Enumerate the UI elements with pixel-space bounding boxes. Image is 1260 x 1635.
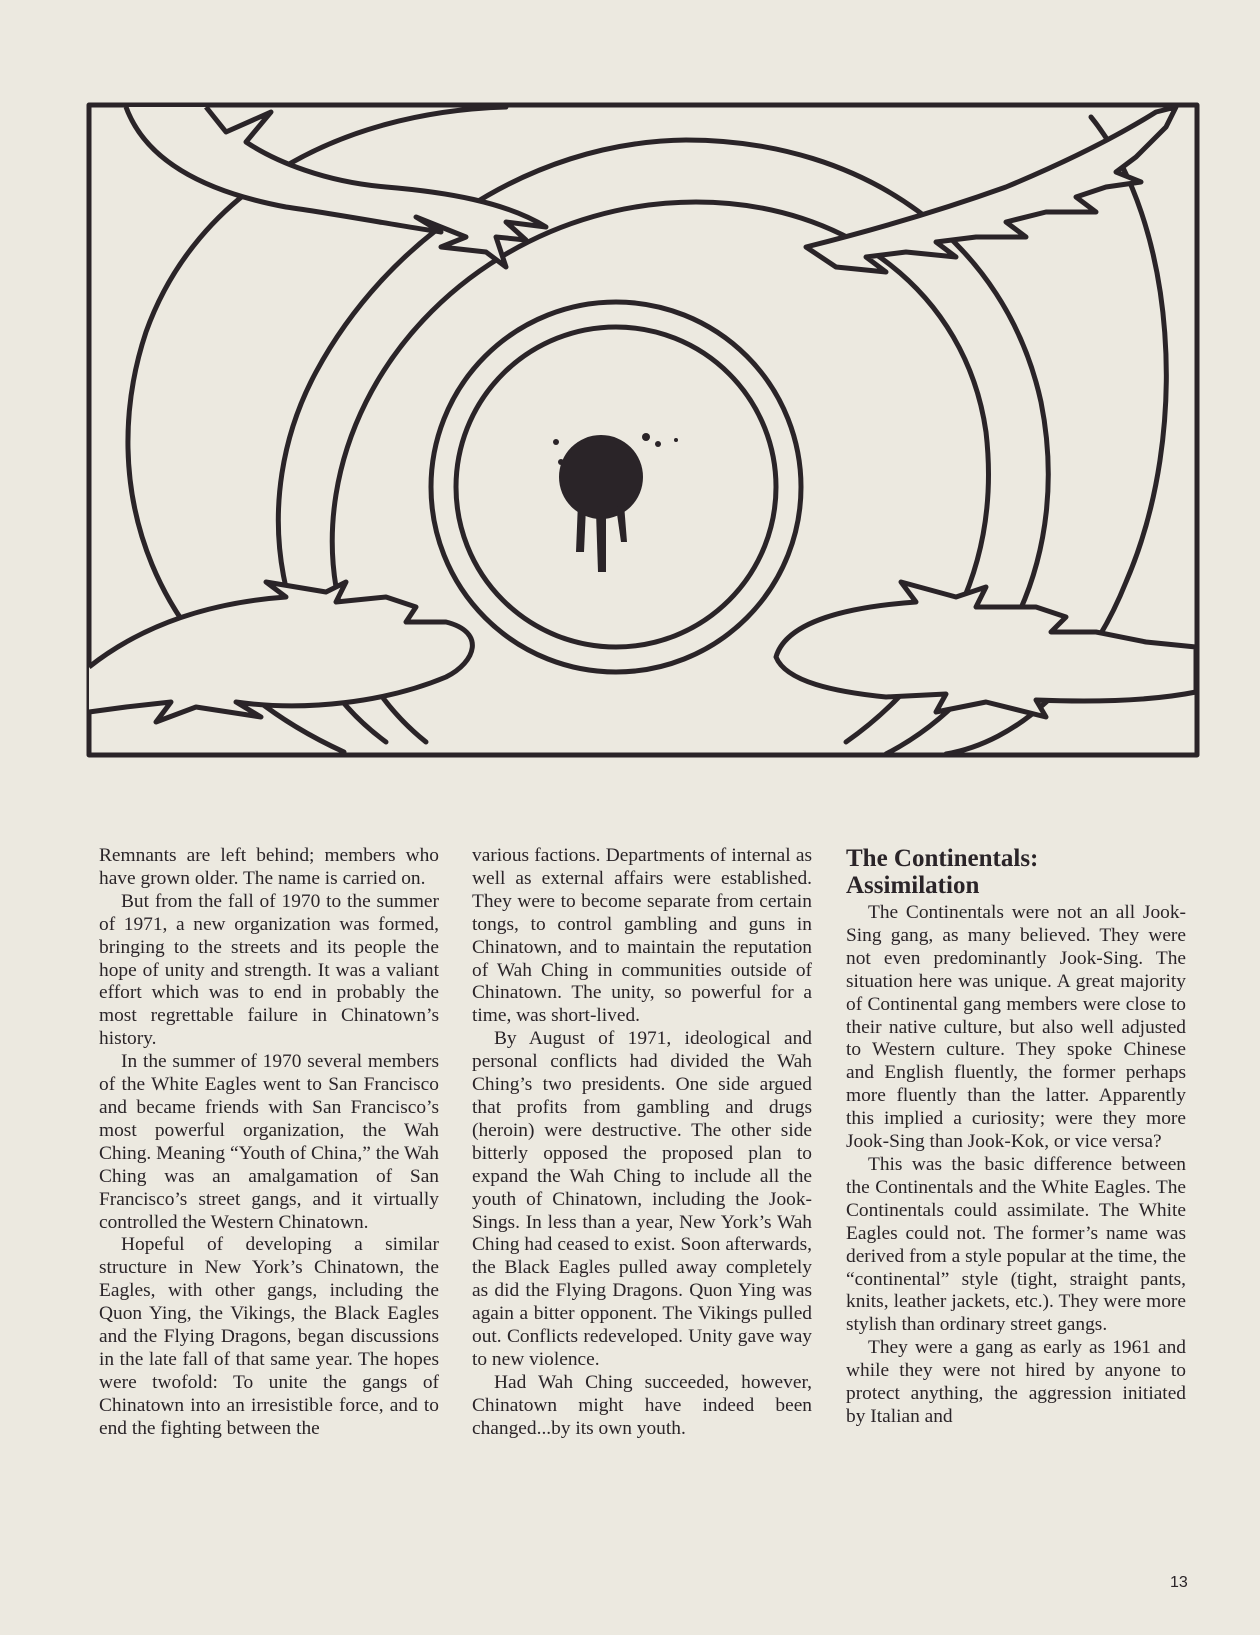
article-column-2 — [472, 845, 812, 1441]
leaf-bottom-right — [776, 582, 1196, 717]
paragraph: Had Wah Ching succeeded, however, Chinatown might have indeed been changed...by its own youth. — [472, 1371, 812, 1439]
paragraph: Remnants are left behind; members who have grown older. The name is carried on. — [99, 845, 439, 889]
leaf-top-left — [126, 107, 546, 267]
paragraph: various factions. Departments of internal as well as external affairs were established. They were to become separate from certain tongs, to control gambling and guns in Chinatown, and to maintain the reputation of Wah Ching in communities outside of Chinatown. The unity, so powerful for a time, was short-lived. — [472, 845, 812, 1027]
section-heading — [846, 845, 1186, 899]
splat-icon — [553, 433, 678, 572]
paragraph: They were a gang as early as 1961 and while they were not hired by anyone to protect anything, the aggression initiated by Italian and — [846, 1337, 1186, 1427]
section-heading-line-1: The Continentals: — [846, 845, 1039, 872]
paragraph: By August of 1971, ideological and personal conflicts had divided the Wah Ching’s two presidents. One side argued that profits from gambling and drugs (heroin) were destructive. The other side bitterly opposed the proposed plan to expand the Wah Ching to include all the youth of Chinatown, including the Jook-Sings. In less than a year, New York’s Wah Ching had ceased to exist. Soon afterwards, the Black Eagles pulled away completely as did the Flying Dragons. Quon Ying was again a bitter opponent. The Vikings pulled out. Conflicts redeveloped. Unity gave way to new violence. — [472, 1028, 812, 1370]
paragraph: The Continentals were not an all Jook-Sing gang, as many believed. They were not even predominantly Jook-Sing. The situation here was unique. A great majority of Continental gang members were close to their native culture, but also well adjusted to Western culture. They spoke Chinese and English fluently, the former perhaps more fluently than the latter. Apparently this implied a curiosity; were they more Jook-Sing than Jook-Kok, or vice versa? — [846, 902, 1186, 1153]
article-column-3 — [846, 845, 1186, 1429]
section-heading-line-2: Assimilation — [846, 872, 980, 899]
leaf-bottom-left — [89, 582, 472, 722]
leaf-top-right — [806, 107, 1176, 272]
page-number: 13 — [1170, 1574, 1188, 1591]
bullseye-illustration — [86, 102, 1200, 786]
paragraph: But from the fall of 1970 to the summer of 1971, a new organization was formed, bringing to the streets and its people the hope of unity and strength. It was a valiant effort which was to end in probably the most regrettable failure in Chinatown’s history. — [99, 890, 439, 1050]
paragraph: Hopeful of developing a similar structure in New York’s Chinatown, the Eagles, with other gangs, including the Quon Ying, the Vikings, the Black Eagles and the Flying Dragons, began discussions in the late fall of that same year. The hopes were twofold: To unite the gangs of Chinatown into an irresistible force, and to end the fighting between the — [99, 1234, 439, 1439]
paragraph: This was the basic difference between the Continentals and the White Eagles. The Continentals could assimilate. The White Eagles could not. The former’s name was derived from a style popular at the time, the “continental” style (tight, straight pants, knits, leather jackets, etc.). They were more stylish than ordinary street gangs. — [846, 1153, 1186, 1336]
paragraph: In the summer of 1970 several members of the White Eagles went to San Francisco and became friends with San Francisco’s most powerful organization, the Wah Ching. Meaning “Youth of China,” the Wah Ching was an amalgamation of San Francisco’s street gangs, and it virtually controlled the Western Chinatown. — [99, 1051, 439, 1233]
article-column-1 — [99, 845, 439, 1441]
